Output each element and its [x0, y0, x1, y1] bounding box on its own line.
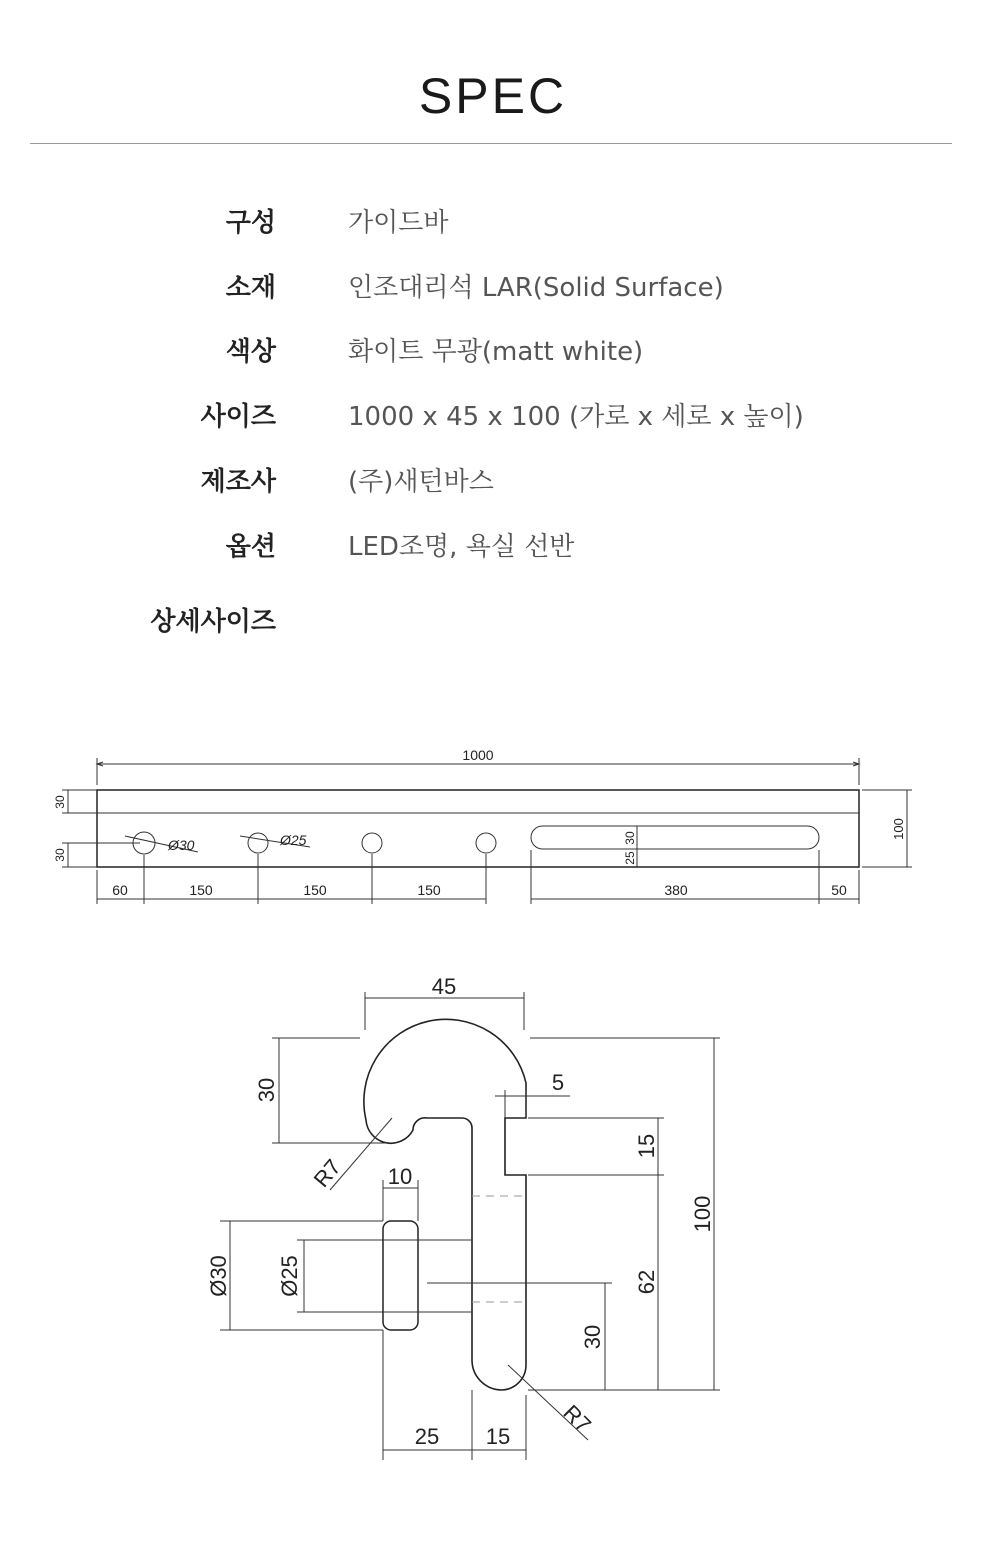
dim-hook-height: 30	[254, 1077, 279, 1103]
dim-top-offset: 30	[53, 795, 67, 809]
dim-base-left: 25	[414, 1424, 440, 1449]
dim-slot-inner: 25	[623, 851, 637, 865]
spec-label: 옵션	[225, 532, 276, 562]
spec-label: 색상	[225, 337, 276, 367]
dim-bottom-radius: R7	[558, 1399, 597, 1438]
dim-total-height: 100	[690, 1195, 715, 1233]
spec-label: 소재	[225, 273, 276, 303]
dim-width: 45	[431, 974, 457, 999]
dim-slot-end-margin: 50	[831, 882, 847, 898]
dim-small-hole: Ø25	[280, 832, 307, 848]
spec-value: 화이트 무광(matt white)	[348, 337, 644, 367]
dim-lip: 15	[634, 1133, 659, 1159]
dim-hook-radius: R7	[308, 1154, 346, 1192]
spec-label: 사이즈	[200, 402, 276, 432]
dim-height: 100	[891, 818, 906, 840]
dim-big-hole: Ø30	[168, 837, 195, 853]
dim-spacing: 150	[417, 882, 441, 898]
spec-value: 1000 x 45 x 100 (가로 x 세로 x 높이)	[348, 402, 804, 432]
dim-total-length: 1000	[462, 747, 494, 763]
dim-spacing: 150	[303, 882, 327, 898]
spec-value: (주)새턴바스	[348, 467, 494, 497]
spec-value: LED조명, 욕실 선반	[348, 532, 575, 562]
dim-spacing: 60	[112, 882, 128, 898]
dim-gap: 5	[551, 1070, 565, 1095]
section-view-labels	[206, 974, 715, 1449]
dim-hole-offset: 30	[53, 848, 67, 862]
dim-outer-dia: Ø30	[206, 1255, 231, 1297]
spec-label: 구성	[225, 208, 276, 238]
dim-flange: 10	[387, 1164, 413, 1189]
dim-slot-length: 380	[664, 882, 688, 898]
dim-inner-dia: Ø25	[277, 1255, 302, 1297]
spec-label: 제조사	[200, 467, 276, 497]
dim-center-height: 30	[580, 1324, 605, 1350]
page-title: SPEC	[418, 68, 568, 124]
front-view-labels	[53, 747, 906, 898]
dim-spacing: 150	[189, 882, 213, 898]
dim-mid-height: 62	[634, 1269, 659, 1295]
detail-size-label: 상세사이즈	[150, 607, 276, 637]
spec-value: 인조대리석 LAR(Solid Surface)	[348, 273, 724, 303]
dim-base-right: 15	[485, 1424, 511, 1449]
spec-value: 가이드바	[348, 208, 449, 238]
dim-slot-outer: 30	[623, 831, 637, 845]
section-view-drawing	[220, 992, 720, 1460]
